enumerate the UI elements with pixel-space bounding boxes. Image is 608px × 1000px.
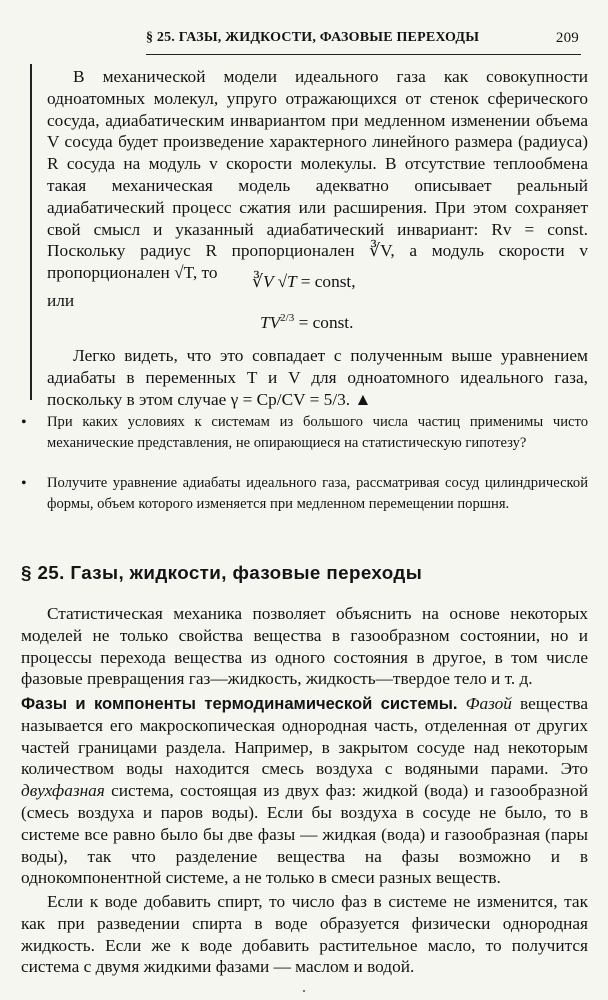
intro-text: Статистическая механика позволяет объяснить на основе некоторых моделей не только свойства вещества в газообразном состоянии, но и процессы перехода вещества из одного состояния в другое, в том числе фазовые превращения газ—жидкость, жидкость—твердое тело и т. д. [21, 604, 588, 689]
formula-2-exponent: 2/3 [280, 312, 295, 324]
remark-paragraph-2 [47, 345, 588, 410]
phase-rest: система, состоящая из двух фаз: жидкой (вода) и газообразной (смесь воздуха и паров воды). Если бы воздуха в сосуде не было, то в системе все равно было бы две фазы — жидкая (вода) и газообразная (пары воды), так что разделение вещества на фазы возможно и в однокомпонентной системе, а не только в смеси разных веществ. [21, 781, 588, 888]
formula-2-left: TV [260, 312, 281, 332]
question-2: Получите уравнение адиабаты идеального газа, рассматривая сосуд цилиндрической формы, объем которого изменяется при медленном перемещении поршня. [47, 475, 588, 512]
section-heading: § 25. Газы, жидкости, фазовые переходы [21, 562, 423, 583]
running-head-title: § 25. ГАЗЫ, ЖИДКОСТИ, ФАЗОВЫЕ ПЕРЕХОДЫ [146, 30, 480, 45]
term-phase: Фазой [465, 694, 512, 713]
last-paragraph-text: Если к воде добавить спирт, то число фаз в системе не изменится, так как при разведении спирта в воде образуется физически однородная жидкость. Если же к воде добавить растительное масло, то получится система с двумя жидкими фазами — маслом и водой. [21, 892, 588, 977]
formula-1-right: = const, [300, 272, 356, 291]
remark-paragraph-1 [47, 66, 588, 284]
question-1: При каких условиях к системам из большого числа частиц применимы чисто механические представления, не опирающиеся на статистическую гипотезу? [47, 414, 588, 451]
formula-1 [252, 272, 356, 292]
scan-dot [303, 990, 305, 992]
remark-text-2: Легко видеть, что это совпадает с полученным выше уравнением адиабаты в переменных T и V для одноатомного идеального газа, поскольку в этом случае γ = Cp/CV = 5/3. ▲ [47, 346, 588, 409]
page-number: 209 [555, 30, 579, 46]
term-two-phase: двухфазная [21, 781, 105, 801]
question-2-bullet: • [21, 475, 27, 492]
phase-definition: вещества называется его макроскопическая однородная часть, отделенная от других частей границами раздела. Например, в закрытом сосуде над некоторым количеством воды находится смесь воздуха с водяными парами. Это [21, 694, 588, 779]
remark-text-1: В механической модели идеального газа как совокупности одноатомных молекул, упруго отражающихся от стенок сферического сосуда, адиабатическим инвариантом при медленном изменении объема V сосуда будет произведение характерного линейного размера (радиуса) R сосуда на модуль v скорости молекулы. В отсутствие теплообмена такая механическая модель адекватно описывает реальный адиабатический процесс сжатия или расширения. При этом сохраняет свой смысл и указанный адиабатический инвариант: Rv = const. Поскольку радиус R пропорционален ∛V, а модуль скорости v пропорционален √T, то [47, 67, 588, 283]
section-intro [21, 603, 588, 690]
phases-paragraph [21, 693, 588, 889]
header-rule [146, 54, 581, 55]
running-head [146, 30, 579, 52]
question-1-bullet: • [21, 414, 27, 431]
formula-1-left: ∛V √T [252, 272, 297, 291]
subheading: Фазы и компоненты термодинамической системы. [21, 694, 458, 713]
remark-margin-bar [30, 64, 32, 400]
formula-2-right: = const. [298, 312, 354, 332]
formula-2 [260, 312, 353, 333]
last-paragraph [21, 891, 588, 978]
connector-word: или [47, 291, 75, 310]
